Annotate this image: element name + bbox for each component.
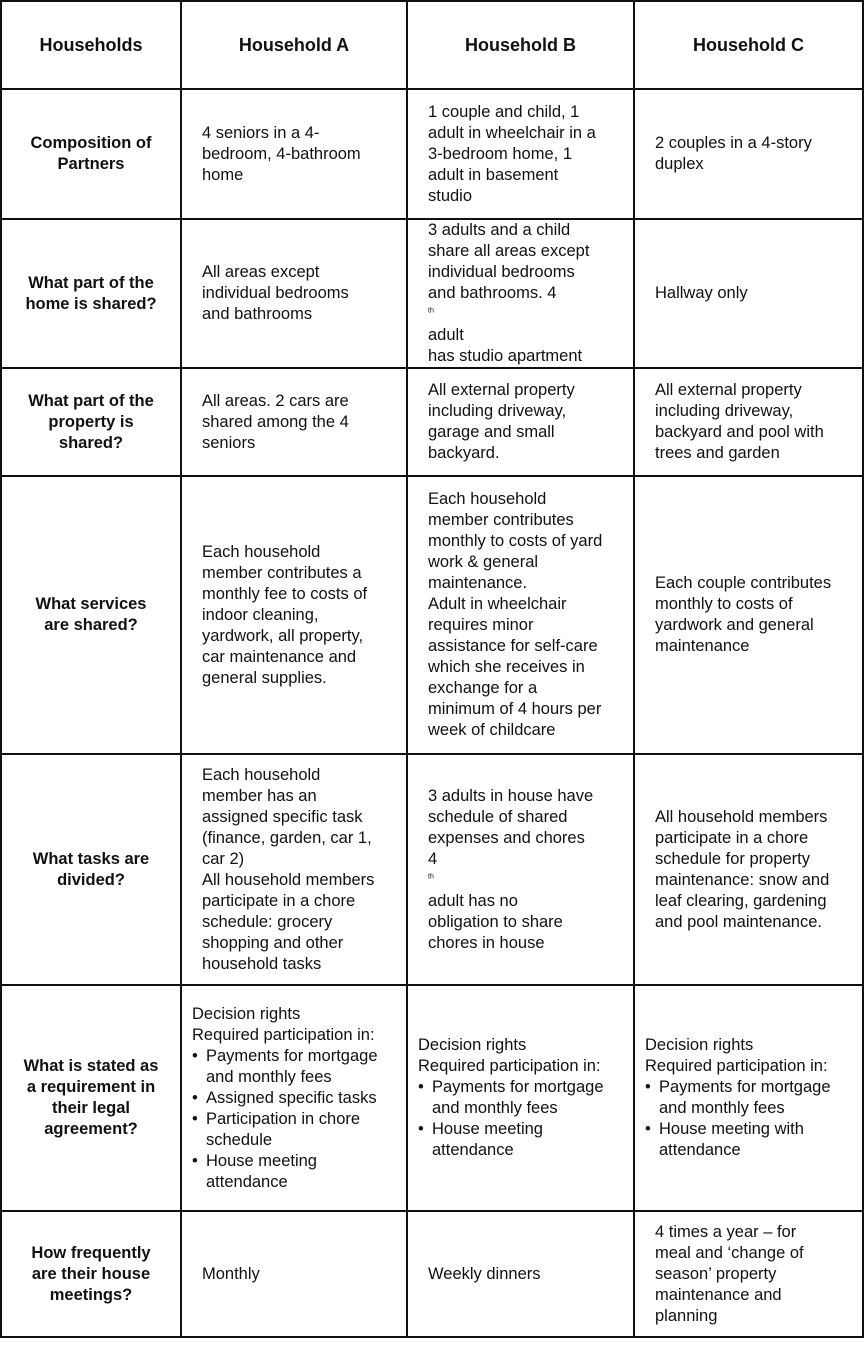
row-label: Composition of Partners xyxy=(1,89,181,219)
header-households: Households xyxy=(1,1,181,89)
list-item: • House meeting attendance xyxy=(192,1151,398,1193)
cell-b: All external property including driveway, garage and small backyard. xyxy=(407,368,634,476)
row-label: What services are shared? xyxy=(1,476,181,754)
cell-b: Weekly dinners xyxy=(407,1211,634,1337)
cell-a: All areas except individual bedrooms and bathrooms xyxy=(181,219,407,368)
row-meeting-frequency xyxy=(1,1211,863,1337)
list-item: • Participation in chore schedule xyxy=(192,1109,398,1151)
row-label: How frequently are their house meetings? xyxy=(1,1211,181,1337)
cell-b: 3 adults and a child share all areas except individual bedrooms and bathrooms. 4 $^{th}$ adult has studio apartment xyxy=(407,219,634,368)
row-composition xyxy=(1,89,863,219)
row-label: What part of the property is shared? xyxy=(1,368,181,476)
cell-a: Decision rights Required participation in: • Payments for mortgage and monthly fees • Assigned specific tasks • Participation in chore schedule • House meeting attendance xyxy=(181,985,407,1211)
row-label: What is stated as a requirement in their legal agreement? xyxy=(1,985,181,1211)
row-label: What tasks are divided? xyxy=(1,754,181,985)
header-household-c: Household C xyxy=(634,1,863,89)
list-item: • Payments for mortgage and monthly fees xyxy=(645,1077,854,1119)
list-item: • Assigned specific tasks xyxy=(192,1088,398,1109)
header-household-a: Household A xyxy=(181,1,407,89)
requirements-list xyxy=(192,1046,398,1193)
cell-a: 4 seniors in a 4- bedroom, 4-bathroom home xyxy=(181,89,407,219)
header-household-b: Household B xyxy=(407,1,634,89)
row-tasks-divided xyxy=(1,754,863,985)
cell-c: Each couple contributes monthly to costs of yardwork and general maintenance xyxy=(634,476,863,754)
list-item: • House meeting with attendance xyxy=(645,1119,854,1161)
requirements-list xyxy=(418,1077,625,1161)
list-item: • House meeting attendance xyxy=(418,1119,625,1161)
list-item: • Payments for mortgage and monthly fees xyxy=(192,1046,398,1088)
cell-a: Each household member has an assigned specific task (finance, garden, car 1, car 2) All household members participate in a chore schedule: grocery shopping and other household tasks xyxy=(181,754,407,985)
header-row xyxy=(1,1,863,89)
cell-b: Each household member contributes monthly to costs of yard work & general maintenance. Adult in wheelchair requires minor assistance for self-care which she receives in exchange for a minimum of 4 hours per week of childcare xyxy=(407,476,634,754)
cell-c: 4 times a year – for meal and ‘change of season’ property maintenance and planning xyxy=(634,1211,863,1337)
cell-c: 2 couples in a 4-story duplex xyxy=(634,89,863,219)
cell-c: Decision rights Required participation in: • Payments for mortgage and monthly fees • House meeting with attendance xyxy=(634,985,863,1211)
row-property-shared xyxy=(1,368,863,476)
row-legal-agreement xyxy=(1,985,863,1211)
cell-b: 3 adults in house have schedule of shared expenses and chores 4 $^{th}$ adult has no obligation to share chores in house xyxy=(407,754,634,985)
cell-c: All external property including driveway, backyard and pool with trees and garden xyxy=(634,368,863,476)
row-label: What part of the home is shared? xyxy=(1,219,181,368)
row-home-shared xyxy=(1,219,863,368)
cell-a: Each household member contributes a monthly fee to costs of indoor cleaning, yardwork, all property, car maintenance and general supplies. xyxy=(181,476,407,754)
row-services-shared xyxy=(1,476,863,754)
list-item: • Payments for mortgage and monthly fees xyxy=(418,1077,625,1119)
cell-c: Hallway only xyxy=(634,219,863,368)
cell-b: 1 couple and child, 1 adult in wheelchair in a 3-bedroom home, 1 adult in basement studio xyxy=(407,89,634,219)
cell-b: Decision rights Required participation in: • Payments for mortgage and monthly fees • House meeting attendance xyxy=(407,985,634,1211)
cell-a: Monthly xyxy=(181,1211,407,1337)
cell-c: All household members participate in a chore schedule for property maintenance: snow and leaf clearing, gardening and pool maintenance. xyxy=(634,754,863,985)
cell-a: All areas. 2 cars are shared among the 4 seniors xyxy=(181,368,407,476)
requirements-list xyxy=(645,1077,854,1161)
